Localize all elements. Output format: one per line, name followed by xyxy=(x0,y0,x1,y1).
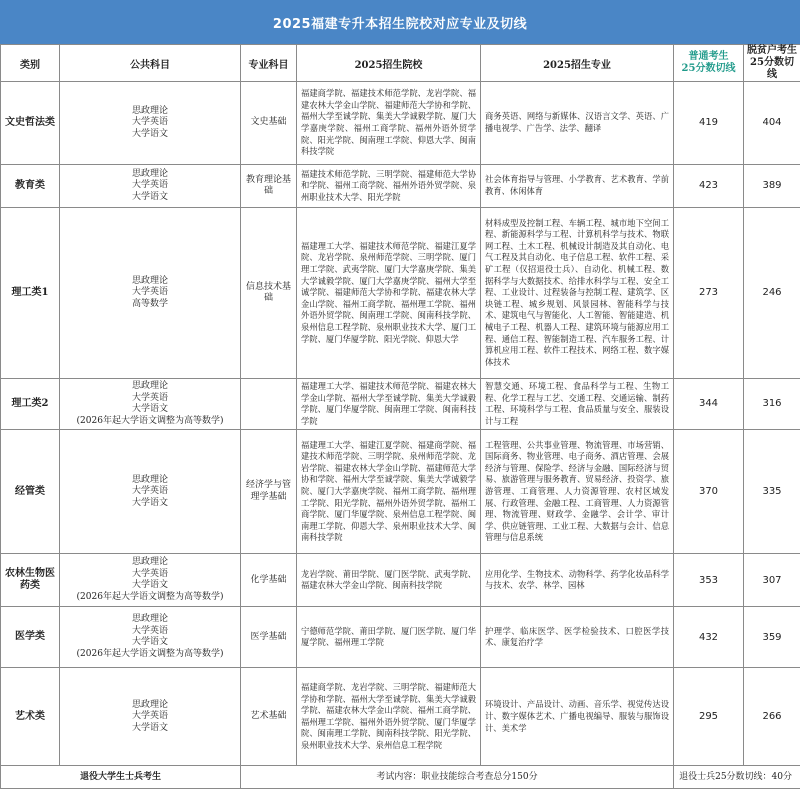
public-subject-item: 思政理论 xyxy=(63,381,237,393)
category-cell: 理工类1 xyxy=(1,208,60,379)
table-row xyxy=(1,430,800,554)
category-cell: 教育类 xyxy=(1,165,60,208)
regular-cutoff-cell: 432 xyxy=(674,607,744,668)
public-subject-item: 高等数学 xyxy=(63,299,237,311)
public-subjects-cell xyxy=(60,82,241,165)
public-subject-item: 大学英语 xyxy=(63,180,237,192)
table-row xyxy=(1,379,800,430)
public-subjects-cell xyxy=(60,379,241,430)
majors-cell: 环境设计、产品设计、动画、音乐学、视觉传达设计、数字媒体艺术、广播电视编导、服装与服饰设计、美术学 xyxy=(481,668,674,766)
header-schools: 2025招生院校 xyxy=(297,45,481,82)
public-subject-item: 大学语文 xyxy=(63,637,237,649)
footer-row xyxy=(1,766,800,789)
schools-cell: 福建理工大学、福建江夏学院、福建商学院、福建技术师范学院、三明学院、泉州师范学院、龙岩学院、福建农林大学金山学院、福建师范大学协和学院、福州大学至诚学院、集美大学诚毅学院、厦门大学嘉庚学院、福州工商学院、福州理工学院、阳光学院、福州外语外贸学院、福州工商学院、厦门华厦学院、泉州信息工程学院、闽南理工学院、仰恩大学、泉州职业技术大学、闽南科技学院 xyxy=(297,430,481,554)
major-subject-cell: 信息技术基础 xyxy=(241,208,297,379)
regular-cutoff-cell: 370 xyxy=(674,430,744,554)
category-cell: 艺术类 xyxy=(1,668,60,766)
regular-cutoff-cell: 273 xyxy=(674,208,744,379)
majors-cell: 工程管理、公共事业管理、物流管理、市场营销、国际商务、物业管理、电子商务、酒店管理、会展经济与管理、保险学、经济与金融、国际经济与贸易、旅游管理与服务教育、贸易经济、投资学、旅游管理、工商管理、人力资源管理、农村区域发展、行政管理、金融工程、工商管理、人力资源管理、物流管理、财政学、金融学、会计学、审计学、供应链管理、工业工程、大数据与会计、信息管理与信息系统 xyxy=(481,430,674,554)
schools-cell: 福建理工大学、福建技术师范学院、福建江夏学院、龙岩学院、泉州师范学院、三明学院、厦门理工学院、武夷学院、厦门大学嘉庚学院、集美大学诚毅学院、厦门大学嘉庚学院、福州大学至诚学院、福建师范大学协和学院、福建农林大学金山学院、福州工商学院、福州理工学院、福州外语外贸学院、闽南理工学院、闽南科技学院、泉州信息工程学院、泉州职业技术大学、厦门工学院、厦门华厦学院、阳光学院、仰恩大学 xyxy=(297,208,481,379)
public-subject-item: 大学英语 xyxy=(63,117,237,129)
major-subject-cell: 文史基础 xyxy=(241,82,297,165)
poverty-cutoff-cell: 359 xyxy=(744,607,800,668)
header-major-subject: 专业科目 xyxy=(241,45,297,82)
admissions-table xyxy=(0,44,800,789)
poverty-cutoff-cell: 389 xyxy=(744,165,800,208)
major-subject-cell: 教育理论基础 xyxy=(241,165,297,208)
regular-cutoff-cell: 419 xyxy=(674,82,744,165)
poverty-cutoff-cell: 335 xyxy=(744,430,800,554)
public-subject-item: 大学英语 xyxy=(63,569,237,581)
poverty-cutoff-cell: 266 xyxy=(744,668,800,766)
footer-center: 考试内容：职业技能综合考查总分150分 xyxy=(241,766,674,789)
header-majors: 2025招生专业 xyxy=(481,45,674,82)
public-subjects-cell xyxy=(60,165,241,208)
major-subject-cell: 经济学与管理学基础 xyxy=(241,430,297,554)
majors-cell: 社会体育指导与管理、小学教育、艺术教育、学前教育、休闲体育 xyxy=(481,165,674,208)
poverty-cutoff-cell: 246 xyxy=(744,208,800,379)
public-subject-item: 思政理论 xyxy=(63,106,237,118)
category-cell: 经管类 xyxy=(1,430,60,554)
category-cell: 理工类2 xyxy=(1,379,60,430)
public-subject-item: (2026年起大学语文调整为高等数学) xyxy=(63,592,237,604)
table-row xyxy=(1,82,800,165)
majors-cell: 商务英语、网络与新媒体、汉语言文学、英语、广播电视学、广告学、法学、翻译 xyxy=(481,82,674,165)
footer-left: 退役大学生士兵考生 xyxy=(1,766,241,789)
public-subject-item: 思政理论 xyxy=(63,169,237,181)
public-subject-item: 大学语文 xyxy=(63,192,237,204)
public-subject-item: 思政理论 xyxy=(63,557,237,569)
public-subject-item: 大学英语 xyxy=(63,626,237,638)
public-subject-item: 大学英语 xyxy=(63,287,237,299)
category-cell: 医学类 xyxy=(1,607,60,668)
header-poverty-cutoff: 脱贫户考生 25分数切线 xyxy=(744,45,800,82)
poverty-cutoff-cell: 307 xyxy=(744,554,800,607)
public-subject-item: 大学英语 xyxy=(63,486,237,498)
majors-cell: 智慧交通、环境工程、食品科学与工程、生物工程、化学工程与工艺、交通工程、交通运输、制药工程、环境科学与工程、食品质量与安全、服装设计与工程 xyxy=(481,379,674,430)
table-row xyxy=(1,208,800,379)
page-title: 2025福建专升本招生院校对应专业及切线 xyxy=(0,0,800,44)
schools-cell: 龙岩学院、莆田学院、厦门医学院、武夷学院、福建农林大学金山学院、闽南科技学院 xyxy=(297,554,481,607)
header-row xyxy=(1,45,800,82)
public-subject-item: 思政理论 xyxy=(63,475,237,487)
table-row xyxy=(1,668,800,766)
poverty-cutoff-cell: 316 xyxy=(744,379,800,430)
regular-cutoff-cell: 353 xyxy=(674,554,744,607)
regular-cutoff-cell: 295 xyxy=(674,668,744,766)
major-subject-cell xyxy=(241,379,297,430)
regular-cutoff-cell: 344 xyxy=(674,379,744,430)
public-subjects-cell xyxy=(60,208,241,379)
footer-right: 退役士兵25分数切线：40分 xyxy=(674,766,800,789)
major-subject-cell: 化学基础 xyxy=(241,554,297,607)
category-cell: 农林生物医药类 xyxy=(1,554,60,607)
public-subject-item: 大学英语 xyxy=(63,711,237,723)
schools-cell: 宁德师范学院、莆田学院、厦门医学院、厦门华厦学院、福州理工学院 xyxy=(297,607,481,668)
majors-cell: 应用化学、生物技术、动物科学、药学化妆品科学与技术、农学、林学、园林 xyxy=(481,554,674,607)
public-subject-item: 思政理论 xyxy=(63,276,237,288)
schools-cell: 福建商学院、福建技术师范学院、龙岩学院、福建农林大学金山学院、福建师范大学协和学院、福州大学至诚学院、集美大学诚毅学院、厦门大学嘉庚学院、福州工商学院、福州外语外贸学院、阳光学院、闽南理工学院、仰恩大学、闽南科技学院 xyxy=(297,82,481,165)
table-row xyxy=(1,165,800,208)
public-subject-item: 思政理论 xyxy=(63,614,237,626)
public-subjects-cell xyxy=(60,554,241,607)
major-subject-cell: 医学基础 xyxy=(241,607,297,668)
table-row xyxy=(1,554,800,607)
poverty-cutoff-cell: 404 xyxy=(744,82,800,165)
public-subject-item: 大学语文 xyxy=(63,498,237,510)
public-subjects-cell xyxy=(60,668,241,766)
public-subject-item: (2026年起大学语文调整为高等数学) xyxy=(63,416,237,428)
public-subjects-cell xyxy=(60,430,241,554)
public-subject-item: (2026年起大学语文调整为高等数学) xyxy=(63,649,237,661)
public-subject-item: 大学语文 xyxy=(63,129,237,141)
public-subjects-cell xyxy=(60,607,241,668)
header-regular-cutoff: 普通考生 25分数切线 xyxy=(674,45,744,82)
public-subject-item: 大学语文 xyxy=(63,404,237,416)
schools-cell: 福建理工大学、福建技术师范学院、福建农林大学金山学院、福州大学至诚学院、集美大学诚毅学院、厦门华厦学院、闽南理工学院、闽南科技学院 xyxy=(297,379,481,430)
header-public-subjects: 公共科目 xyxy=(60,45,241,82)
public-subject-item: 思政理论 xyxy=(63,700,237,712)
schools-cell: 福建技术师范学院、三明学院、福建师范大学协和学院、福州工商学院、福州外语外贸学院、泉州职业技术大学、阳光学院 xyxy=(297,165,481,208)
major-subject-cell: 艺术基础 xyxy=(241,668,297,766)
category-cell: 文史哲法类 xyxy=(1,82,60,165)
header-category: 类别 xyxy=(1,45,60,82)
public-subject-item: 大学语文 xyxy=(63,580,237,592)
schools-cell: 福建商学院、龙岩学院、三明学院、福建师范大学协和学院、福州大学至诚学院、集美大学诚毅学院、福建农林大学金山学院、福州工商学院、福州理工学院、福州外语外贸学院、厦门华厦学院、闽南理工学院、闽南科技学院、阳光学院、泉州职业技术大学、泉州信息工程学院 xyxy=(297,668,481,766)
regular-cutoff-cell: 423 xyxy=(674,165,744,208)
majors-cell: 材料成型及控制工程、车辆工程、城市地下空间工程、新能源科学与工程、计算机科学与技术、物联网工程、土木工程、机械设计制造及其自动化、电气工程及其自动化、电子信息工程、软件工程、采矿工程（仅招退役士兵）、自动化、机械工程、数据科学与大数据技术、给排水科学与工程、安全工程、工业设计、过程装备与控制工程、建筑学、区块链工程、城乡规划、风景园林、智能科学与技术、建筑电气与智能化、人工智能、智能建造、机械电子工程、机器人工程、建筑环境与能源应用工程、通信工程、智能制造工程、汽车服务工程、计算机应用工程、软件工程技术、网络工程、数字媒体技术 xyxy=(481,208,674,379)
public-subject-item: 大学英语 xyxy=(63,393,237,405)
table-row xyxy=(1,607,800,668)
public-subject-item: 大学语文 xyxy=(63,723,237,735)
majors-cell: 护理学、临床医学、医学检验技术、口腔医学技术、康复治疗学 xyxy=(481,607,674,668)
